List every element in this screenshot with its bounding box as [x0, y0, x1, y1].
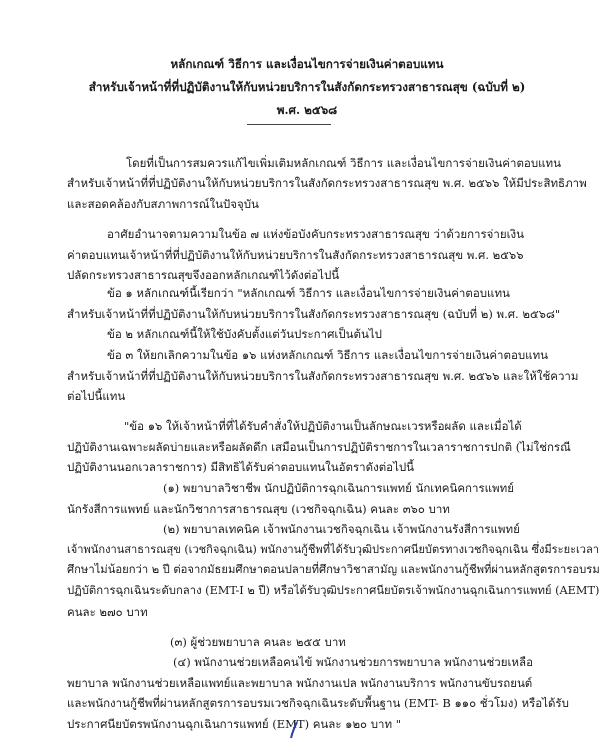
- body-line: ปฏิบัติงานนอกเวลาราชการ) มีสิทธิได้รับค่าตอบแทนในอัตราดังต่อไปนี้: [67, 460, 415, 474]
- body-line: และสอดคล้องกับสภาพการณ์ในปัจจุบัน: [67, 197, 259, 211]
- body-line: สำหรับเจ้าหน้าที่ที่ปฏิบัติงานให้กับหน่วยบริการในสังกัดกระทรวงสาธารณสุข (ฉบับที่ ๒) พ.ศ. ๒๕๖๘": [67, 307, 561, 321]
- ink-mark: [285, 720, 305, 740]
- body-line: (๔) พนักงานช่วยเหลือคนไข้ พนักงานช่วยการพยาบาล พนักงานช่วยเหลือ: [173, 655, 533, 669]
- body-line: ประกาศนียบัตรพนักงานฉุกเฉินการแพทย์ (EMT) คนละ ๑๒๐ บาท ": [67, 717, 401, 731]
- body-line: ต่อไปนี้แทน: [67, 389, 126, 403]
- body-line: (๒) พยาบาลเทคนิค เจ้าพนักงานเวชกิจฉุกเฉิน เจ้าพนักงานรังสีการแพทย์: [163, 522, 520, 536]
- title-line-1: หลักเกณฑ์ วิธีการ และเงื่อนไขการจ่ายเงินค่าตอบแทน: [170, 57, 444, 71]
- body-line: นักรังสีการแพทย์ และนักวิชาการสาธารณสุข (เวชกิจฉุกเฉิน) คนละ ๓๖๐ บาท: [67, 502, 450, 516]
- body-line: ศึกษาไม่น้อยกว่า ๒ ปี ต่อจากมัธยมศึกษาตอนปลายที่ศึกษาวิชาสามัญ และพนักงานกู้ชีพที่ผ่านหลักสูตรการอบรม: [67, 563, 600, 576]
- title-line-2: สำหรับเจ้าหน้าที่ที่ปฏิบัติงานให้กับหน่วยบริการในสังกัดกระทรวงสาธารณสุข (ฉบับที่ ๒): [88, 80, 526, 94]
- body-line: (๓) ผู้ช่วยพยาบาล คนละ ๒๕๕ บาท: [170, 635, 346, 649]
- body-line: ปฏิบัติการฉุกเฉินระดับกลาง (EMT-I ๒ ปี) หรือได้รับวุฒิประกาศนียบัตรเจ้าพนักงานฉุกเฉินการแพทย์ (AEMT): [67, 584, 600, 597]
- body-line: (๑) พยาบาลวิชาชีพ นักปฏิบัติการฉุกเฉินการแพทย์ นักเทคนิคการแพทย์: [163, 481, 514, 495]
- title-divider: [247, 124, 331, 125]
- body-line: สำหรับเจ้าหน้าที่ที่ปฏิบัติงานให้กับหน่วยบริการในสังกัดกระทรวงสาธารณสุข พ.ศ. ๒๕๖๖ และให้ใช้ความ: [67, 369, 579, 383]
- body-line: พยาบาล พนักงานช่วยเหลือแพทย์และพยาบาล พนักงานเปล พนักงานบริการ พนักงานขับรถยนต์: [67, 676, 533, 690]
- body-line: อาศัยอำนาจตามความในข้อ ๗ แห่งข้อบังคับกระทรวงสาธารณสุข ว่าด้วยการจ่ายเงิน: [107, 227, 525, 241]
- body-line: คนละ ๒๗๐ บาท: [67, 605, 148, 619]
- body-line: โดยที่เป็นการสมควรแก้ไขเพิ่มเติมหลักเกณฑ์ วิธีการ และเงื่อนไขการจ่ายเงินค่าตอบแทน: [126, 156, 561, 170]
- body-line: สำหรับเจ้าหน้าที่ที่ปฏิบัติงานให้กับหน่วยบริการในสังกัดกระทรวงสาธารณสุข พ.ศ. ๒๕๖๖ ให้มีประสิทธิภาพ: [67, 176, 587, 190]
- body-line: และพนักงานกู้ชีพที่ผ่านหลักสูตรการอบรมเวชกิจฉุกเฉินระดับพื้นฐาน (EMT- B ๑๑๐ ชั่วโมง) หรือได้รับ: [67, 696, 569, 710]
- body-line: ค่าตอบแทนเจ้าหน้าที่ที่ปฏิบัติงานให้กับหน่วยบริการในสังกัดกระทรวงสาธารณสุข พ.ศ. ๒๕๖๖: [67, 248, 524, 262]
- body-line: ปลัดกระทรวงสาธารณสุขจึงออกหลักเกณฑ์ไว้ดังต่อไปนี้: [67, 268, 340, 282]
- body-line: ข้อ ๑ หลักเกณฑ์นี้เรียกว่า "หลักเกณฑ์ วิธีการ และเงื่อนไขการจ่ายเงินค่าตอบแทน: [107, 286, 510, 300]
- body-line: ข้อ ๒ หลักเกณฑ์นี้ให้ใช้บังคับตั้งแต่วันประกาศเป็นต้นไป: [107, 327, 382, 341]
- title-line-3: พ.ศ. ๒๕๖๘: [276, 103, 338, 117]
- body-line: เจ้าพนักงานสาธารณสุข (เวชกิจฉุกเฉิน) พนักงานกู้ชีพที่ได้รับวุฒิประกาศนียบัตรทางเวชกิจฉุกเฉิน ซึ่งมีระยะเวลา: [67, 543, 600, 556]
- document-title: [0, 53, 614, 122]
- body-line: ปฏิบัติงานเฉพาะผลัดบ่ายและหรือผลัดดึก เสมือนเป็นการปฏิบัติราชการในเวลาราชการปกติ (ไม่ใช่กรณี: [67, 440, 571, 454]
- body-line: ข้อ ๓ ให้ยกเลิกความในข้อ ๑๖ แห่งหลักเกณฑ์ วิธีการ และเงื่อนไขการจ่ายเงินค่าตอบแทน: [107, 348, 549, 362]
- body-line: "ข้อ ๑๖ ให้เจ้าหน้าที่ที่ได้รับคำสั่งให้ปฏิบัติงานเป็นลักษณะเวรหรือผลัด และเมื่อได้: [124, 419, 522, 433]
